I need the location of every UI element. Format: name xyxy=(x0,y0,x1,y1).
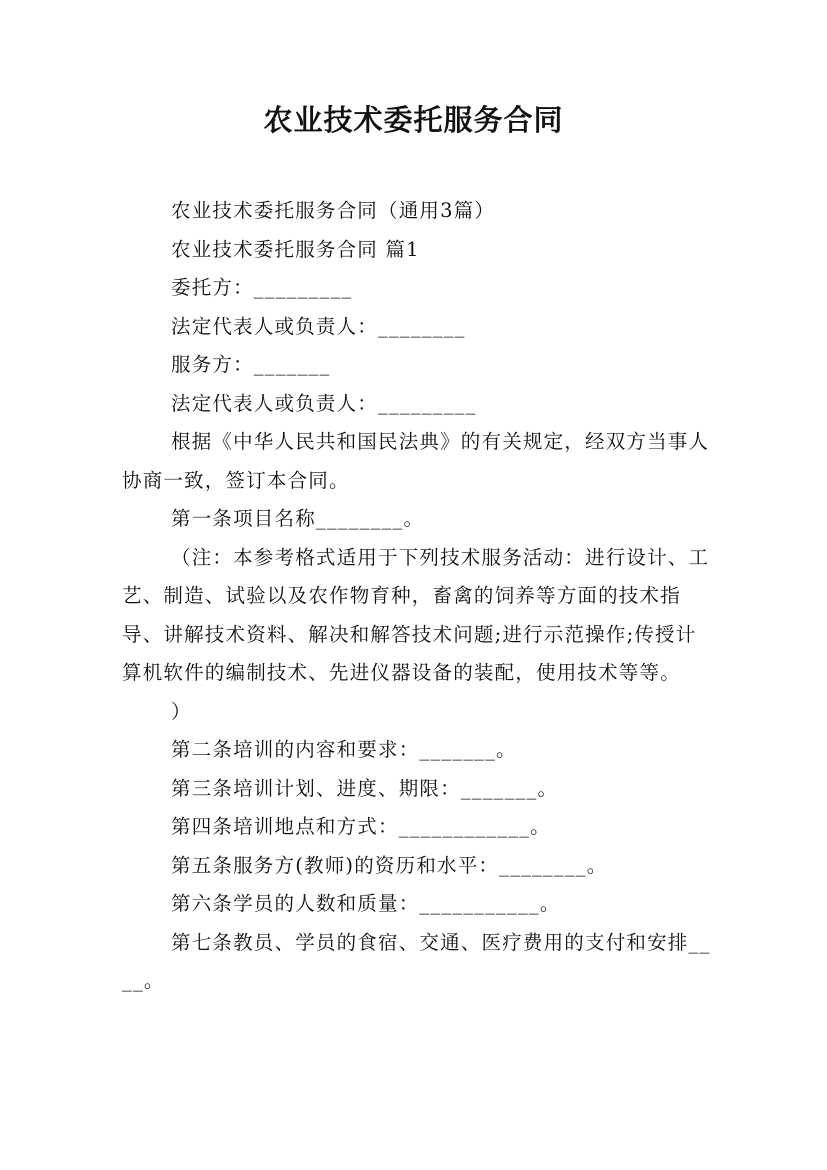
paragraph-legal-basis: 根据《中华人民共和国民法典》的有关规定，经双方当事人协商一致，签订本合同。 xyxy=(122,430,710,492)
paragraph-article-6: 第六条学员的人数和质量：___________。 xyxy=(171,892,561,915)
paragraph-article-7: 第七条教员、学员的食宿、交通、医疗费用的支付和安排____。 xyxy=(122,930,711,992)
paragraph-article-1: 第一条项目名称________。 xyxy=(171,507,425,530)
paragraph-provider-representative: 法定代表人或负责人：_________ xyxy=(171,391,477,415)
paragraph-article-5: 第五条服务方(教师)的资历和水平：________。 xyxy=(171,853,608,877)
paragraph-subtitle: 农业技术委托服务合同（通用3篇） xyxy=(171,199,496,222)
paragraph-note-close: ） xyxy=(171,699,192,723)
paragraph-client-representative: 法定代表人或负责人：________ xyxy=(171,314,466,338)
document-body xyxy=(122,192,712,1001)
paragraph-client: 委托方：_________ xyxy=(171,276,353,299)
paragraph-article-2: 第二条培训的内容和要求：_______。 xyxy=(171,738,517,761)
document-title: 农业技术委托服务合同 xyxy=(263,103,564,137)
paragraph-section-heading: 农业技术委托服务合同 篇1 xyxy=(171,237,420,261)
paragraph-note: （注：本参考格式适用于下列技术服务活动：进行设计、工艺、制造、试验以及农作物育种，畜禽的饲养等方面的技术指导、讲解技术资料、解决和解答技术问题;进行示范操作;传授计算机软件的编制技术、先进仪器设备的装配，使用技术等等。 xyxy=(122,545,710,684)
paragraph-article-4: 第四条培训地点和方式：____________。 xyxy=(171,815,551,838)
paragraph-article-3: 第三条培训计划、进度、期限：_______。 xyxy=(171,776,559,800)
paragraph-provider: 服务方：_______ xyxy=(171,353,331,376)
